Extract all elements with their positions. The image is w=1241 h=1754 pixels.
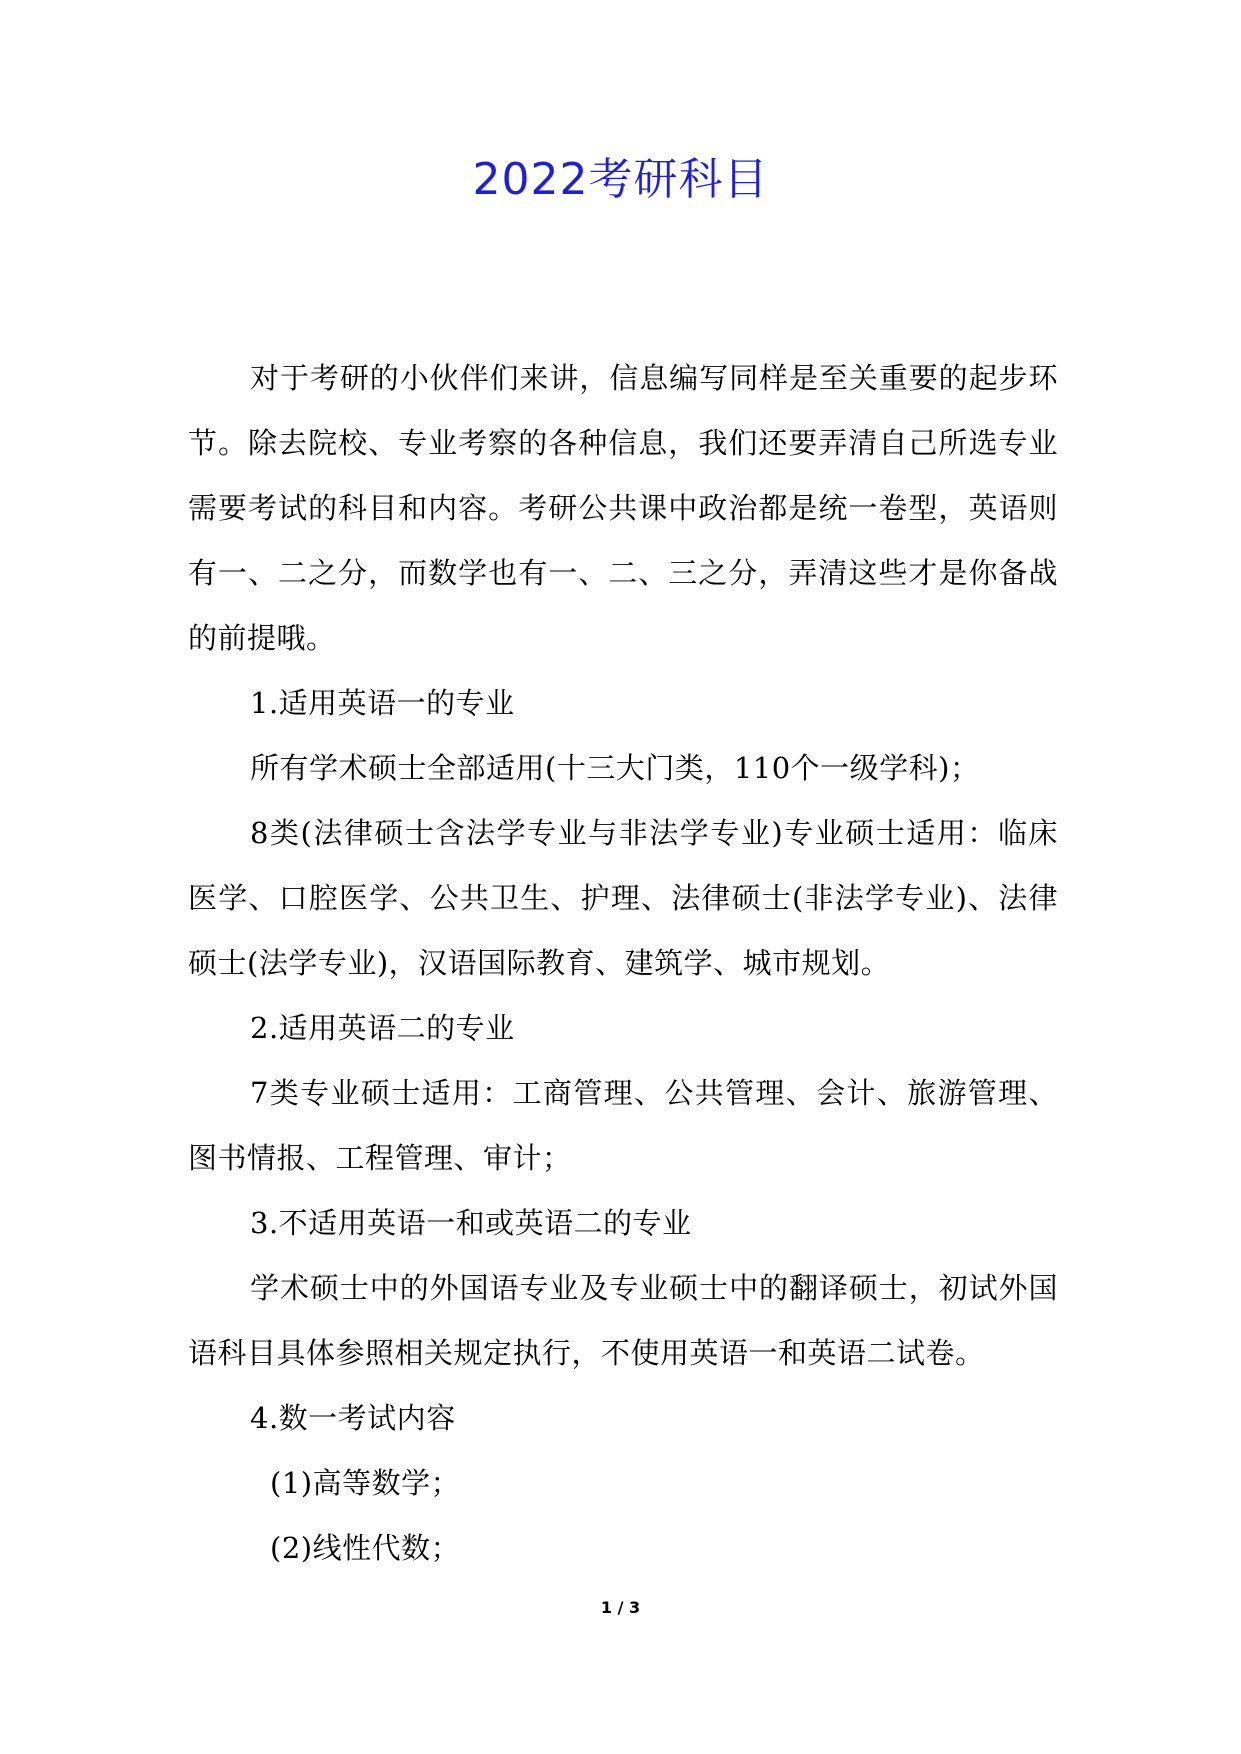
page-number: 1 / 3: [600, 1598, 641, 1617]
intro-paragraph: 对于考研的小伙伴们来讲，信息编写同样是至关重要的起步环节。除去院校、专业考察的各种信息，我们还要弄清自己所选专业需要考试的科目和内容。考研公共课中政治都是统一卷型，英语则有一、二之分，而数学也有一、二、三之分，弄清这些才是你备战的前提哦。: [188, 361, 1058, 655]
paragraph-professional-masters-eight: 8类(法律硕士含法学专业与非法学专业)专业硕士适用：临床医学、口腔医学、公共卫生、护理、法律硕士(非法学专业)、法律硕士(法学专业)，汉语国际教育、建筑学、城市规划。: [188, 816, 1058, 980]
paragraph-academic-masters: 所有学术硕士全部适用(十三大门类，110个一级学科)；: [250, 751, 980, 785]
document-title: 2022考研科目: [472, 154, 769, 205]
paragraph-professional-masters-seven: 7类专业硕士适用：工商管理、公共管理、会计、旅游管理、图书情报、工程管理、审计；: [188, 1076, 1058, 1175]
list-item-advanced-math: (1)高等数学；: [270, 1466, 461, 1500]
list-item-linear-algebra: (2)线性代数；: [270, 1531, 461, 1565]
section-heading-not-applicable: 3.不适用英语一和或英语二的专业: [250, 1206, 692, 1240]
paragraph-foreign-language: 学术硕士中的外国语专业及专业硕士中的翻译硕士，初试外国语科目具体参照相关规定执行，不使用英语一和英语二试卷。: [188, 1271, 1058, 1370]
section-heading-math-one: 4.数一考试内容: [250, 1401, 456, 1435]
section-heading-english-two: 2.适用英语二的专业: [250, 1011, 515, 1045]
document-body: [188, 346, 1058, 1581]
section-heading-english-one: 1.适用英语一的专业: [250, 686, 515, 720]
